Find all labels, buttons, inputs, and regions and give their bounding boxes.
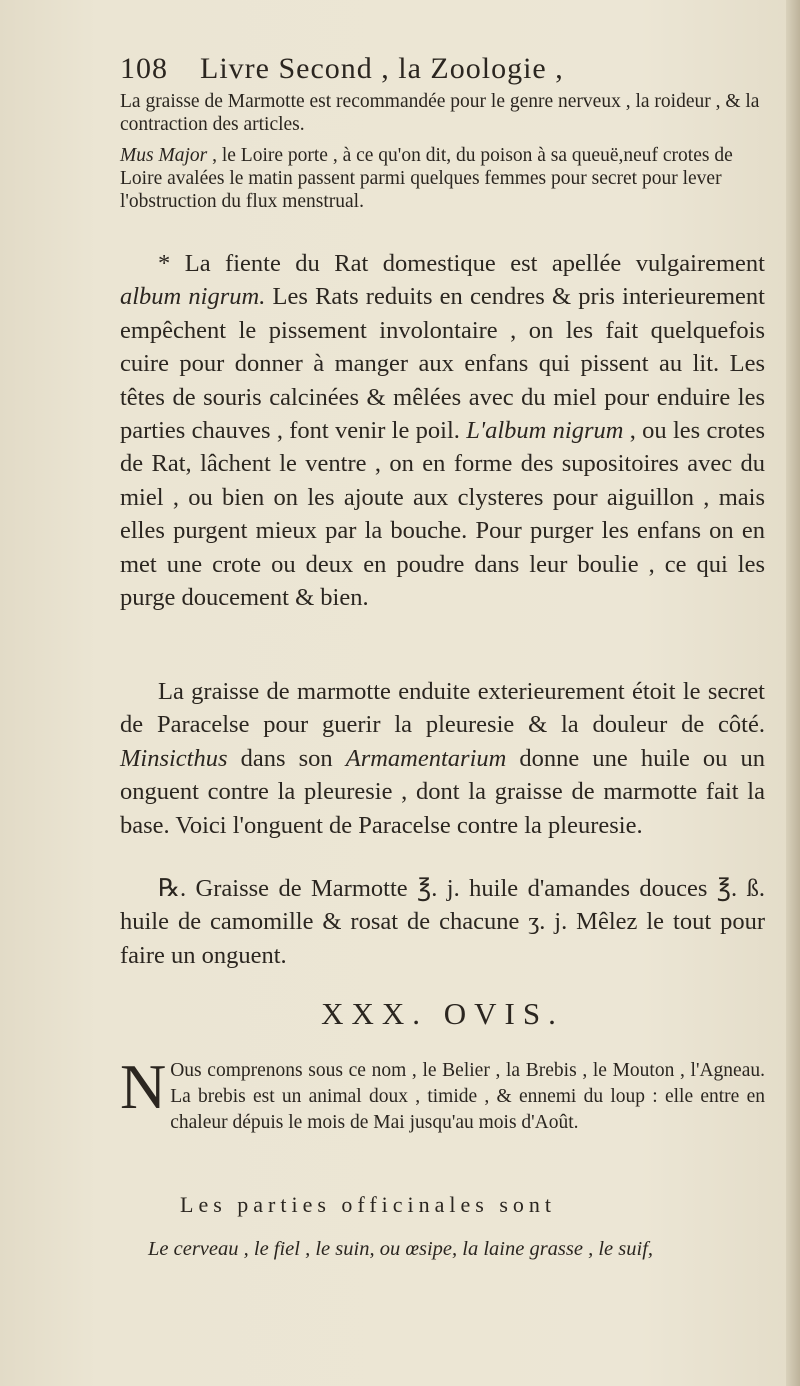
running-header xyxy=(120,52,765,86)
author-name: Minsicthus xyxy=(120,744,228,772)
term-album-nigrum-2: L'album nigrum xyxy=(466,417,624,445)
paragraph-rat-text-2: Les Rats reduits en cendres & pris interieurement empêchent le pissement involontaire , on les fait quelquefois cuire pour donner à manger aux enfans qui pissent au lit. Les têtes de souris calcinées & mêlées avec du miel pour enduire les parties chauves , font venir le poil. xyxy=(120,283,765,445)
parts-list-line: Le cerveau , le fiel , le suin, ou œsipe, la laine grasse , le suif, xyxy=(148,1238,654,1260)
paragraph-marmotte-text-2: dans son xyxy=(227,744,346,772)
paragraph-marmotte-text-3: donne une huile ou un onguent contre la pleuresie , dont la graisse de marmotte fait la base. Voici l'onguent de Paracelse contre la pleuresie. xyxy=(120,744,765,839)
page-edge xyxy=(786,0,800,1386)
recipe-paragraph: ℞. Graisse de Marmotte ℥. j. huile d'amandes douces ℥. ß. huile de camomille & rosat de chacune ʒ. j. Mêlez le tout pour faire un onguent. xyxy=(120,875,765,969)
paragraph-marmotte-text-1: La graisse de marmotte enduite exterieurement étoit le secret de Paracelse pour guerir la pleuresie & la douleur de côté. xyxy=(120,678,765,739)
note-marmotte: La graisse de Marmotte est recommandée pour le genre nerveux , la roideur , & la contraction des articles. xyxy=(120,91,760,135)
note-mus-major-text: , le Loire porte , à ce qu'on dit, du poison à sa queuë,neuf crotes de Loire avalées le matin passent parmi quelques femmes pour secret pour lever l'obstruction du flux menstrual. xyxy=(120,145,733,212)
section-intro xyxy=(120,1051,765,1136)
note-mus-major-lead: Mus Major xyxy=(120,145,208,166)
note-mus-major xyxy=(120,144,765,213)
term-album-nigrum: album nigrum. xyxy=(120,283,266,311)
section-title: XXX. OVIS. xyxy=(321,996,564,1031)
drop-cap: N xyxy=(120,1051,167,1122)
section-intro-text: Ous comprenons sous ce nom , le Belier , la Brebis , le Mouton , l'Agneau. La brebis est un animal doux , timide , & ennemi du loup : elle entre en chaleur dépuis le mois de Mai jusqu'au mois d'Août. xyxy=(170,1060,765,1133)
running-title: Livre Second , la Zoologie , xyxy=(200,52,564,85)
paragraph-rat xyxy=(120,247,765,614)
page-number: 108 xyxy=(120,52,168,85)
book-title: Armamentarium xyxy=(345,744,507,772)
paragraph-rat-text-3: , ou les crotes de Rat, lâchent le ventre , on en forme des supositoires avec du miel , ou bien on les ajoute aux clysteres pour aiguillon , mais elles purgent mieux par la bouche. Pour purger les enfans on en met une crote ou deux en poudre dans leur boulie , ce qui les purge doucement & bien. xyxy=(120,417,766,612)
parts-heading: Les parties officinales sont xyxy=(180,1192,557,1217)
paragraph-marmotte xyxy=(120,675,765,842)
paragraph-rat-text-1: * La fiente du Rat domestique est apellée vulgairement xyxy=(158,250,765,277)
